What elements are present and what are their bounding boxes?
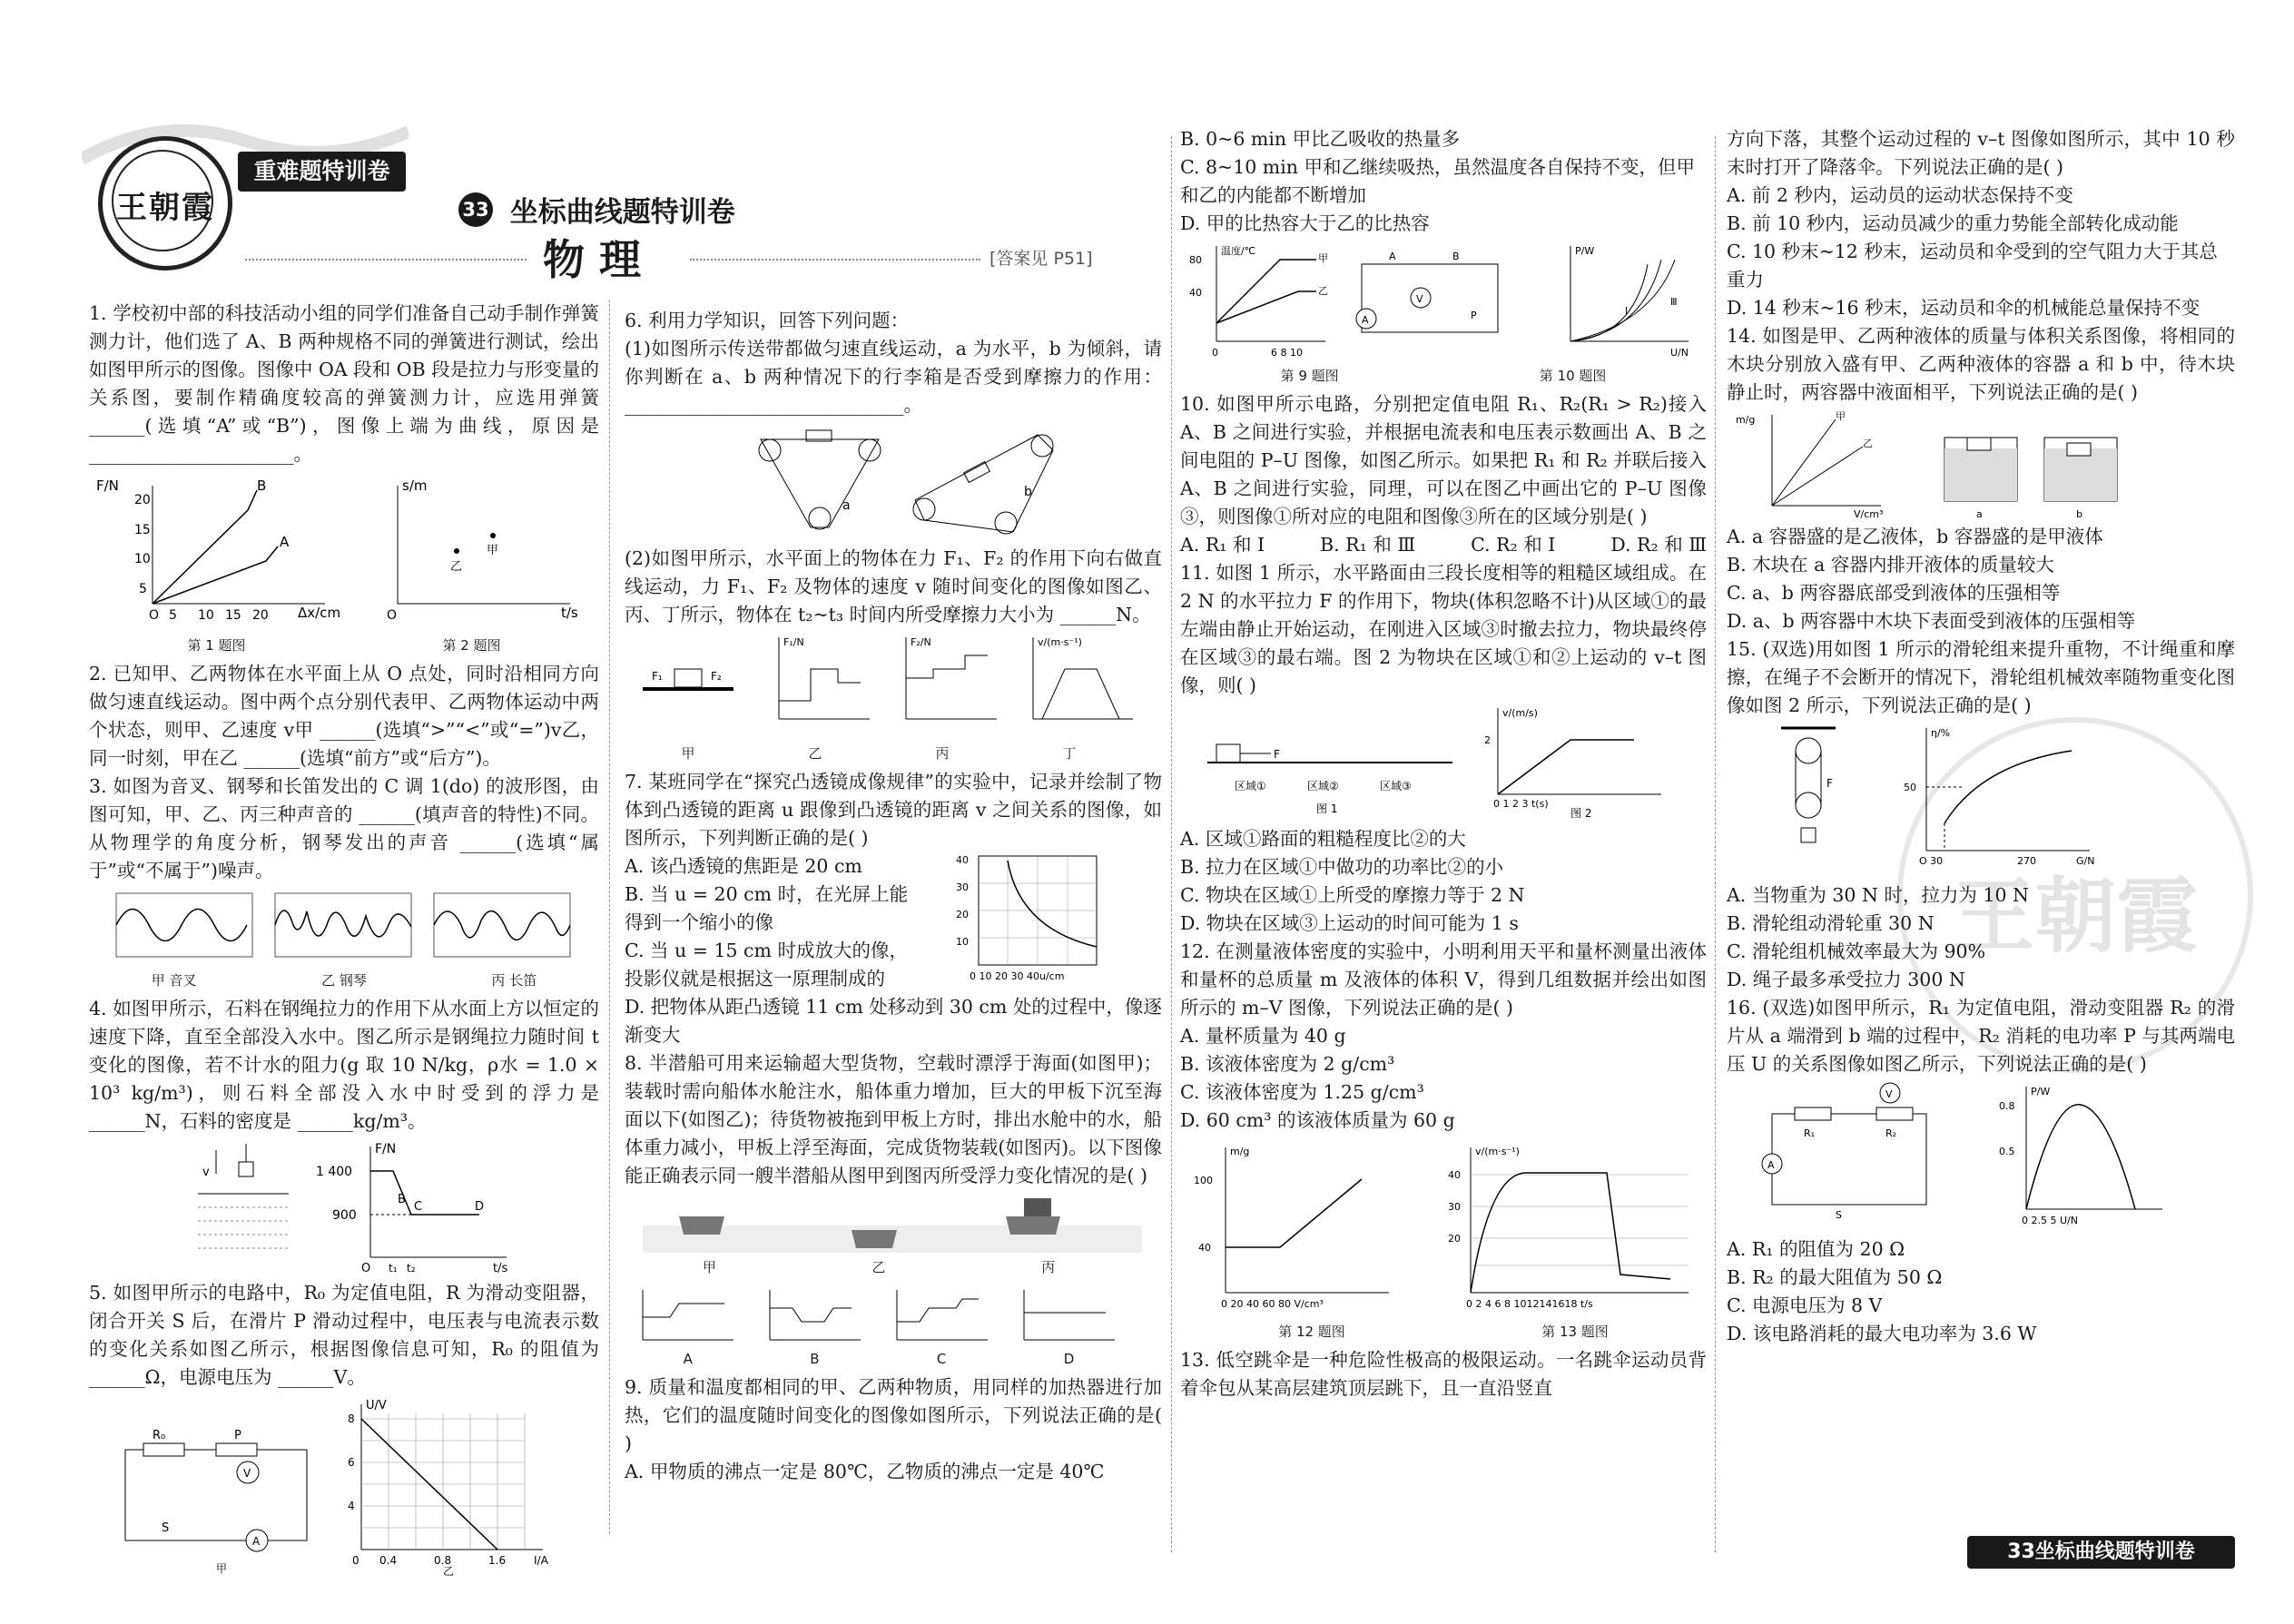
svg-text:A: A <box>1362 314 1369 326</box>
q15-option-b: B. 滑轮组动滑轮重 30 N <box>1727 912 1935 934</box>
figure-q11 <box>1180 704 1707 822</box>
q12-option-d: D. 60 cm³ 的该液体质量为 60 g <box>1180 1109 1455 1131</box>
q16-option-b: B. R₂ 的最大阻值为 50 Ω <box>1727 1266 1943 1288</box>
svg-text:40: 40 <box>1448 1169 1461 1181</box>
q10-option-c: C. R₂ 和 Ⅰ <box>1471 534 1556 556</box>
svg-text:Δx/cm: Δx/cm <box>298 605 341 621</box>
question-1: 1. 学校初中部的科技活动小组的同学们准备自己动手制作弹簧测力计，他们选了 A、B 两种规格不同的弹簧进行测试，绘出如图甲所示的图像。图像中 OA 段和 OB 段是拉力与形变量的关系图，要制作精确度较高的弹簧测力计，应选用弹簧 ______(选填“A”或“B”)，图像上端为曲线，原因是 ______________________。 <box>89 302 599 465</box>
svg-text:a: a <box>842 498 851 513</box>
svg-text:F₁: F₁ <box>652 670 663 683</box>
figure-q3-waves <box>89 889 597 972</box>
svg-text:270: 270 <box>2017 855 2036 867</box>
q8-label-b: 乙 <box>871 1259 886 1275</box>
caption-q9: 第 9 题图 <box>1280 368 1339 384</box>
q10-option-b: B. R₁ 和 Ⅲ <box>1320 534 1416 556</box>
svg-text:甲: 甲 <box>1836 410 1846 422</box>
svg-text:15: 15 <box>225 608 241 623</box>
svg-text:1.6: 1.6 <box>488 1554 507 1567</box>
q8-label-a: 甲 <box>702 1259 716 1275</box>
q6-label-b: 乙 <box>808 745 822 762</box>
svg-text:A: A <box>1767 1159 1775 1171</box>
q7-option-d: D. 把物体从距凸透镜 11 cm 处移动到 30 cm 处的过程中，像逐渐变大 <box>625 996 1162 1046</box>
svg-text:V: V <box>1416 293 1423 305</box>
q14-option-b: B. 木块在 a 容器内排开液体的质量较大 <box>1727 554 2054 576</box>
q14-option-d: D. a、b 两容器中木块下表面受到液体的压强相等 <box>1727 610 2136 632</box>
svg-text:V/cm³: V/cm³ <box>1854 508 1884 519</box>
svg-text:s/m: s/m <box>402 477 428 494</box>
question-14: 14. 如图是甲、乙两种液体的质量与体积关系图像，将相同的木块分别放入盛有甲、乙两种液体的容器 a 和 b 中，待木块静止时，两容器中液面相平，下列说法正确的是( ) <box>1727 325 2235 403</box>
svg-text:R₀: R₀ <box>153 1429 166 1442</box>
question-3: 3. 如图为音叉、钢琴和长笛发出的 C 调 1(do) 的波形图，由图可知，甲、乙、丙三种声音的 ______(填声音的特性)不同。从物理学的角度分析，钢琴发出的声音 ______(选填“属于”或“不属于”)噪声。 <box>89 775 599 881</box>
question-15: 15. (双选)用如图 1 所示的滑轮组来提升重物，不计绳重和摩擦，在绳子不会断开的情况下，滑轮组机械效率随物重变化图像如图 2 所示，下列说法正确的是( ) <box>1727 638 2235 716</box>
question-12: 12. 在测量液体密度的实验中，小明利用天平和量杯测量出液体和量杯的总质量 m 及液体的体积 V，得到几组数据并绘出如图所示的 m–V 图像，下列说法正确的是( ) <box>1180 940 1707 1019</box>
svg-text:2: 2 <box>1484 734 1491 746</box>
svg-text:S: S <box>1836 1209 1842 1221</box>
svg-text:甲: 甲 <box>216 1562 228 1575</box>
wave-label-tuning-fork: 甲 音叉 <box>151 972 197 989</box>
wave-label-piano: 乙 钢琴 <box>321 972 367 989</box>
svg-text:区域①: 区域① <box>1235 780 1266 792</box>
question-13-continued: 方向下落，其整个运动过程的 v–t 图像如图所示，其中 10 秒末时打开了降落伞。下列说法正确的是( ) <box>1727 128 2235 178</box>
svg-text:G/N: G/N <box>2076 855 2095 867</box>
svg-text:R₂: R₂ <box>1885 1127 1897 1139</box>
q9-option-c: C. 8~10 min 甲和乙继续吸热，虽然温度各自保持不变，但甲和乙的内能都不断增加 <box>1180 156 1696 206</box>
q8-option-c: C <box>936 1351 947 1367</box>
svg-text:乙: 乙 <box>443 1565 455 1577</box>
question-13: 13. 低空跳伞是一种危险性极高的极限运动。一名跳伞运动员背着伞包从某高层建筑顶层跳下，且一直沿竖直 <box>1180 1349 1707 1399</box>
figure-q12-q13 <box>1180 1138 1707 1320</box>
q16-option-d: D. 该电路消耗的最大电功率为 3.6 W <box>1727 1323 2037 1344</box>
svg-text:20: 20 <box>956 909 969 920</box>
caption-q13: 第 13 题图 <box>1541 1324 1609 1340</box>
question-7: 7. 某班同学在“探究凸透镜成像规律”的实验中，记录并绘制了物体到凸透镜的距离 u 跟像到凸透镜的距离 v 之间关系的图像，如图所示，下列判断正确的是( ) <box>625 771 1162 849</box>
q7-option-a: A. 该凸透镜的焦距是 20 cm <box>625 855 862 877</box>
svg-text:图 2: 图 2 <box>1570 807 1592 820</box>
q7-option-c: C. 当 u = 15 cm 时成放大的像，投影仪就是根据这一原理制成的 <box>625 940 908 989</box>
column-divider-2 <box>1171 136 1172 1552</box>
svg-text:10: 10 <box>956 936 969 948</box>
svg-text:v/(m·s⁻¹): v/(m·s⁻¹) <box>1475 1146 1520 1157</box>
q13-option-b: B. 前 10 秒内，运动员减少的重力势能全部转化成动能 <box>1727 212 2179 234</box>
svg-text:I/A: I/A <box>534 1554 548 1567</box>
svg-text:F/N: F/N <box>96 477 119 494</box>
svg-text:0.4: 0.4 <box>379 1554 398 1567</box>
svg-text:v/(m/s): v/(m/s) <box>1502 707 1538 719</box>
title-row <box>458 189 735 230</box>
q9-option-d: D. 甲的比热容大于乙的比热容 <box>1180 212 1430 234</box>
figure-q7 <box>951 847 1115 992</box>
svg-text:V: V <box>1885 1088 1893 1100</box>
column-divider-3 <box>1715 136 1716 1552</box>
svg-text:O: O <box>149 608 160 623</box>
question-11: 11. 如图 1 所示，水平路面由三段长度相等的粗糙区域组成。在 2 N 的水平拉力 F 的作用下，物块(体积忽略不计)从区域①的最左端由静止开始运动，在刚进入区域③时撤去拉力，物块最终停在区域③的最右端。图 2 为物块在区域①和②上运动的 v–t 图像，则( ) <box>1180 562 1707 696</box>
q6-label-a: 甲 <box>681 745 695 762</box>
svg-text:0 1 2 3 t(s): 0 1 2 3 t(s) <box>1493 798 1549 810</box>
svg-text:0: 0 <box>352 1554 359 1567</box>
svg-text:t/s: t/s <box>493 1262 508 1275</box>
title-number: 33 <box>458 192 493 227</box>
figure-q1-q2 <box>89 472 597 635</box>
q9-option-a: A. 甲物质的沸点一定是 80℃，乙物质的沸点一定是 40℃ <box>625 1461 1105 1482</box>
svg-text:η/%: η/% <box>1931 727 1951 739</box>
svg-text:0 20 40 60 80 V/cm³: 0 20 40 60 80 V/cm³ <box>1221 1298 1324 1310</box>
svg-text:0.5: 0.5 <box>1999 1146 2015 1157</box>
svg-text:100: 100 <box>1194 1175 1213 1186</box>
svg-text:温度/℃: 温度/℃ <box>1221 245 1256 257</box>
q11-option-b: B. 拉力在区域①中做功的功率比②的小 <box>1180 856 1504 878</box>
watermark-text: 王朝霞 <box>1953 868 2198 964</box>
q8-option-b: B <box>810 1351 820 1367</box>
series-label: 重难题特训卷 <box>253 158 390 184</box>
svg-text:0 2 4 6 8 1012141618 t/s: 0 2 4 6 8 1012141618 t/s <box>1466 1298 1593 1310</box>
figure-q14 <box>1727 410 2235 519</box>
q8-label-c: 丙 <box>1041 1259 1056 1275</box>
svg-text:10: 10 <box>134 552 151 566</box>
svg-text:t₂: t₂ <box>407 1262 416 1275</box>
logo-text: 王朝霞 <box>116 190 214 226</box>
svg-text:F: F <box>1826 777 1833 790</box>
svg-text:6 8 10: 6 8 10 <box>1271 347 1303 359</box>
q8-option-d: D <box>1063 1351 1075 1367</box>
q11-option-c: C. 物块在区域①上所受的摩擦力等于 2 N <box>1180 884 1525 906</box>
svg-text:20: 20 <box>134 493 151 507</box>
svg-text:20: 20 <box>252 608 269 623</box>
svg-text:P: P <box>234 1429 241 1442</box>
question-2: 2. 已知甲、乙两物体在水平面上从 O 点处，同时沿相同方向做匀速直线运动。图中两个点分别代表甲、乙两物体运动中两个状态，则甲、乙速度 v甲 ______(选填“>”“<”或“=”)v乙，同一时刻，甲在乙 ______(选填“前方”或“后方”)。 <box>89 663 599 769</box>
q15-option-c: C. 滑轮组机械效率最大为 90% <box>1727 940 1986 962</box>
svg-text:80: 80 <box>1189 254 1202 266</box>
svg-text:20: 20 <box>1448 1233 1461 1245</box>
subject-line-left <box>245 259 527 261</box>
svg-text:F₁/N: F₁/N <box>783 636 804 648</box>
svg-text:乙: 乙 <box>1318 285 1328 297</box>
svg-text:B: B <box>398 1193 406 1206</box>
svg-text:A: A <box>280 534 290 550</box>
column-2 <box>625 307 1162 1486</box>
figure-q16 <box>1727 1082 2235 1232</box>
column-3 <box>1180 125 1707 1403</box>
svg-text:甲: 甲 <box>487 544 499 557</box>
svg-text:B: B <box>257 477 267 494</box>
svg-text:R₁: R₁ <box>1804 1127 1816 1139</box>
svg-text:P/W: P/W <box>1575 245 1595 257</box>
caption-q10: 第 10 题图 <box>1539 368 1607 384</box>
q13-option-d: D. 14 秒末~16 秒末，运动员和伞的机械能总量保持不变 <box>1727 297 2200 319</box>
svg-text:1 400: 1 400 <box>316 1165 353 1179</box>
q10-option-d: D. R₂ 和 Ⅲ <box>1610 534 1707 556</box>
q16-option-a: A. R₁ 的阻值为 20 Ω <box>1727 1238 1905 1260</box>
question-16: 16. (双选)如图甲所示，R₁ 为定值电阻，滑动变阻器 R₂ 的滑片从 a 端滑到 b 端的过程中，R₂ 消耗的电功率 P 与其两端电压 U 的关系图像如图乙所示，下列说法正确的是( ) <box>1727 997 2235 1075</box>
svg-text:Ⅰ: Ⅰ <box>1625 305 1629 317</box>
column-4 <box>1727 125 2235 1348</box>
svg-text:区域③: 区域③ <box>1380 780 1412 792</box>
wave-label-flute: 丙 长笛 <box>491 972 537 989</box>
svg-text:O 30: O 30 <box>1919 855 1944 867</box>
answer-reference: [答案见 P51] <box>989 249 1093 269</box>
page-title: 坐标曲线题特训卷 <box>509 196 735 229</box>
question-6: 6. 利用力学知识，回答下列问题： <box>625 310 910 331</box>
question-10: 10. 如图甲所示电路，分别把定值电阻 R₁、R₂(R₁ > R₂)接入 A、B 之间进行实验，并根据电流表和电压表示数画出 A、B 之间电阻的 P–U 图像，如图乙所示。如果把 R₁ 和 R₂ 并联后接入 A、B 之间进行实验，同理，可以在图乙中画出它的 P–U 图像③，则图像①所对应的电阻和图像③所在的区域分别是( ) <box>1180 393 1707 527</box>
svg-text:40: 40 <box>1198 1242 1211 1254</box>
figure-q8-graphs <box>625 1285 1160 1349</box>
question-5: 5. 如图甲所示的电路中，R₀ 为定值电阻，R 为滑动变阻器，闭合开关 S 后，在滑片 P 滑动过程中，电压表与电流表示数的变化关系如图乙所示，根据图像信息可知，R₀ 的阻值为 ______Ω，电源电压为 ______V。 <box>89 1282 599 1388</box>
svg-text:10: 10 <box>198 608 214 623</box>
svg-text:O: O <box>387 608 398 623</box>
q15-option-d: D. 绳子最多承受拉力 300 N <box>1727 969 1965 990</box>
q10-option-a: A. R₁ 和 Ⅰ <box>1180 534 1265 556</box>
footer-label: 33坐标曲线题特训卷 <box>2007 1540 2195 1563</box>
svg-text:A: A <box>252 1535 261 1548</box>
svg-text:40: 40 <box>956 854 969 866</box>
svg-text:v/(m·s⁻¹): v/(m·s⁻¹) <box>1038 636 1082 648</box>
svg-text:P: P <box>1471 310 1477 321</box>
svg-text:5: 5 <box>139 582 147 596</box>
q13-option-c: C. 10 秒末~12 秒末，运动员和伞受到的空气阻力大于其总重力 <box>1727 241 2218 290</box>
svg-text:30: 30 <box>956 881 969 893</box>
svg-text:F₂/N: F₂/N <box>911 636 931 648</box>
svg-text:图 1: 图 1 <box>1316 802 1338 815</box>
figure-q6-conveyor <box>625 423 1160 541</box>
q12-option-c: C. 该液体密度为 1.25 g/cm³ <box>1180 1081 1424 1103</box>
column-1 <box>89 300 599 1580</box>
column-divider-1 <box>609 300 610 1534</box>
svg-text:b: b <box>2076 508 2082 519</box>
figure-q6-graphs <box>625 633 1160 742</box>
q11-option-d: D. 物块在区域③上运动的时间可能为 1 s <box>1180 912 1519 934</box>
svg-text:区域②: 区域② <box>1307 780 1339 792</box>
q11-option-a: A. 区域①路面的粗糙程度比②的大 <box>1180 828 1466 850</box>
q7-option-b: B. 当 u = 20 cm 时，在光屏上能得到一个缩小的像 <box>625 883 909 933</box>
svg-text:t/s: t/s <box>561 605 578 621</box>
svg-text:O: O <box>361 1262 371 1275</box>
figure-q9-q10 <box>1180 241 1707 364</box>
q9-option-b: B. 0~6 min 甲比乙吸收的热量多 <box>1180 128 1461 150</box>
svg-text:30: 30 <box>1448 1201 1461 1213</box>
svg-text:t₁: t₁ <box>389 1262 398 1275</box>
svg-text:乙: 乙 <box>450 560 463 574</box>
svg-text:P/W: P/W <box>2031 1086 2051 1097</box>
svg-text:900: 900 <box>332 1208 357 1223</box>
caption-q2: 第 2 题图 <box>442 637 501 654</box>
svg-text:F₂: F₂ <box>711 670 722 683</box>
q14-option-a: A. a 容器盛的是乙液体，b 容器盛的是甲液体 <box>1727 526 2103 547</box>
svg-text:5: 5 <box>169 608 177 623</box>
svg-text:U/V: U/V <box>366 1399 387 1412</box>
figure-q4 <box>89 1139 597 1275</box>
svg-text:V: V <box>243 1467 251 1480</box>
logo-seal <box>98 136 232 271</box>
figure-q5 <box>89 1395 597 1577</box>
q8-option-a: A <box>683 1351 693 1367</box>
svg-text:v: v <box>202 1166 210 1179</box>
q15-option-a: A. 当物重为 30 N 时，拉力为 10 N <box>1727 884 2029 906</box>
series-badge <box>238 152 406 192</box>
svg-text:6: 6 <box>348 1456 355 1469</box>
question-6-part-1: (1)如图所示传送带都做匀速直线运动，a 为水平，b 为倾斜，请你判断在 a、b 两种情况下的行李箱是否受到摩擦力的作用：______________________________。 <box>625 338 1162 416</box>
svg-text:m/g: m/g <box>1736 414 1756 426</box>
q13-option-a: A. 前 2 秒内，运动员的运动状态保持不变 <box>1727 184 2073 206</box>
svg-text:15: 15 <box>134 523 151 537</box>
svg-text:C: C <box>414 1200 423 1214</box>
svg-text:乙: 乙 <box>1863 438 1873 449</box>
figure-q8-ships <box>625 1194 1160 1257</box>
svg-text:0: 0 <box>1212 347 1218 359</box>
svg-text:40: 40 <box>1189 287 1202 299</box>
svg-text:8: 8 <box>348 1412 355 1425</box>
svg-text:b: b <box>1024 485 1032 499</box>
q6-label-c: 丙 <box>935 745 950 762</box>
footer-badge <box>1967 1536 2235 1569</box>
svg-text:S: S <box>162 1521 170 1535</box>
svg-text:F/N: F/N <box>375 1142 397 1156</box>
q6-label-d: 丁 <box>1062 745 1077 762</box>
q14-option-c: C. a、b 两容器底部受到液体的压强相等 <box>1727 582 2061 604</box>
svg-text:Ⅲ: Ⅲ <box>1670 296 1678 308</box>
svg-text:50: 50 <box>1904 782 1916 793</box>
caption-q1: 第 1 题图 <box>187 637 246 654</box>
svg-text:甲: 甲 <box>1318 252 1328 264</box>
figure-q15 <box>1727 723 2235 878</box>
q12-option-b: B. 该液体密度为 2 g/cm³ <box>1180 1053 1395 1075</box>
svg-text:m/g: m/g <box>1230 1146 1250 1157</box>
question-8: 8. 半潜船可用来运输超大型货物，空载时漂浮于海面(如图甲)；装载时需向船体水舱注水，船体重力增加，巨大的甲板下沉至海面以下(如图乙)；待货物被拖到甲板上方时，排出水舱中的水，船体重力减小，甲板上浮至海面，完成货物装载(如图丙)。以下图像能正确表示同一艘半潜船从图甲到图丙所受浮力变化情况的是( ) <box>625 1052 1162 1186</box>
q12-option-a: A. 量杯质量为 40 g <box>1180 1025 1346 1047</box>
subject-title: 物 理 <box>543 235 642 284</box>
svg-text:4: 4 <box>348 1500 355 1512</box>
question-4: 4. 如图甲所示，石料在钢绳拉力的作用下从水面上方以恒定的速度下降，直至全部没入水中。图乙所示是钢绳拉力随时间 t 变化的图像，若不计水的阻力(g 取 10 N/kg，ρ水 = 1.0 × 10³ kg/m³)，则石料全部没入水中时受到的浮力是 ______N，石料的密度是 ______kg/m³。 <box>89 998 599 1132</box>
svg-text:A: A <box>1389 251 1396 262</box>
question-9: 9. 质量和温度都相同的甲、乙两种物质，用同样的加热器进行加热，它们的温度随时间变化的图像如图所示，下列说法正确的是( ) <box>625 1376 1162 1454</box>
svg-text:F: F <box>1274 748 1280 761</box>
question-6-part-2: (2)如图甲所示，水平面上的物体在力 F₁、F₂ 的作用下向右做直线运动，力 F₁、F₂ 及物体的速度 v 随时间变化的图像如图乙、丙、丁所示，物体在 t₂~t₃ 时间内所受摩擦力大小为 ______N。 <box>625 547 1162 625</box>
svg-text:0.8: 0.8 <box>434 1554 452 1567</box>
svg-text:0 2.5 5 U/N: 0 2.5 5 U/N <box>2022 1215 2078 1226</box>
svg-text:a: a <box>1976 508 1983 519</box>
svg-text:D: D <box>475 1200 485 1214</box>
caption-q12: 第 12 题图 <box>1278 1324 1345 1340</box>
svg-text:B: B <box>1452 251 1460 262</box>
svg-text:0 10 20 30 40u/cm: 0 10 20 30 40u/cm <box>970 970 1065 982</box>
q16-option-c: C. 电源电压为 8 V <box>1727 1294 1883 1316</box>
svg-text:U/N: U/N <box>1670 347 1689 359</box>
subject-line-right <box>690 259 980 261</box>
svg-text:0.8: 0.8 <box>1999 1100 2015 1112</box>
